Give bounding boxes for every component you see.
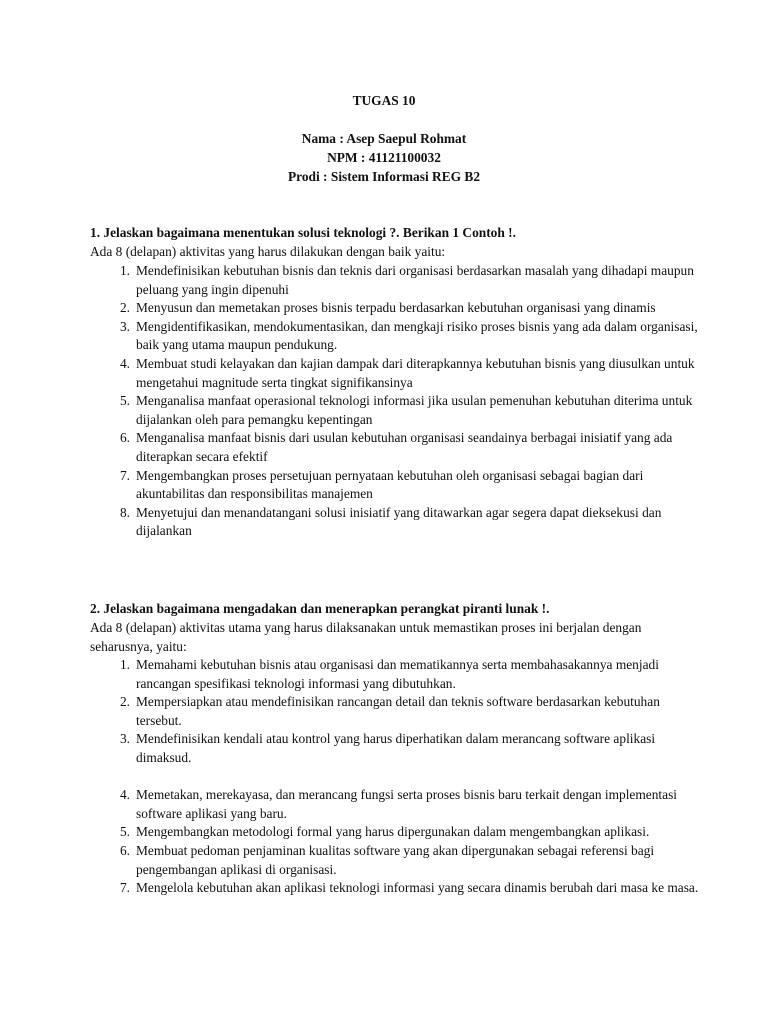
list-text: Menyetujui dan menandatangani solusi inisiatif yang ditawarkan agar segera dapat dieksekusi dan dijalankan bbox=[136, 504, 662, 539]
list-text: Memetakan, merekayasa, dan merancang fungsi serta proses bisnis baru terkait dengan implementasi software aplikasi yang baru. bbox=[136, 787, 678, 821]
list-number: 2. bbox=[119, 300, 130, 316]
student-name: Nama : Asep Saepul Rohmat bbox=[301, 131, 467, 146]
list-item bbox=[90, 392, 700, 429]
list-item bbox=[90, 467, 700, 504]
list-number: 2. bbox=[119, 694, 130, 710]
list-number: 8. bbox=[119, 504, 130, 520]
list-item bbox=[90, 262, 700, 299]
list-number: 7. bbox=[119, 880, 130, 896]
list-number: 6. bbox=[119, 430, 130, 446]
list-number: 7. bbox=[119, 467, 130, 483]
answer-2-list bbox=[90, 656, 700, 898]
list-text: Menganalisa manfaat operasional teknologi informasi jika usulan pemenuhan kebutuhan diterima untuk dijalankan oleh para pemangku kepentingan bbox=[136, 393, 693, 427]
question-1-heading: 1. Jelaskan bagaimana menentukan solusi teknologi ?. Berikan 1 Contoh !. bbox=[90, 225, 516, 240]
list-item bbox=[90, 318, 700, 355]
list-item bbox=[90, 299, 700, 318]
list-text: Mengidentifikasikan, mendokumentasikan, dan mengkaji risiko proses bisnis yang ada dalam organisasi, baik yang utama maupun pendukung. bbox=[136, 318, 698, 353]
list-text: Menganalisa manfaat bisnis dari usulan kebutuhan organisasi seandainya berbagai inisiatif yang ada diterapkan secara efektif bbox=[136, 430, 673, 464]
document-title: TUGAS 10 bbox=[352, 93, 416, 108]
question-1-intro: Ada 8 (delapan) aktivitas yang harus dilakukan dengan baik yaitu: bbox=[90, 244, 446, 259]
list-item bbox=[90, 879, 700, 898]
list-text: Mendefinisikan kebutuhan bisnis dan teknis dari organisasi berdasarkan masalah yang dihadapi maupun peluang yang ingin dipenuhi bbox=[136, 263, 694, 297]
list-item bbox=[90, 429, 700, 466]
student-npm: NPM : 41121100032 bbox=[327, 150, 441, 165]
list-text: Mengembangkan proses persetujuan pernyataan kebutuhan oleh organisasi sebagai bagian dari akuntabilitas dan responsibilitas manajemen bbox=[136, 467, 644, 502]
list-number: 4. bbox=[119, 787, 130, 803]
list-item bbox=[90, 693, 700, 730]
student-prodi: Prodi : Sistem Informasi REG B2 bbox=[287, 169, 481, 184]
list-text: Mempersiapkan atau mendefinisikan rancangan detail dan teknis software berdasarkan kebutuhan tersebut. bbox=[136, 694, 660, 728]
question-2-heading: 2. Jelaskan bagaimana mengadakan dan menerapkan perangkat piranti lunak !. bbox=[90, 601, 550, 616]
list-item bbox=[90, 786, 700, 823]
list-item bbox=[90, 730, 700, 767]
list-number: 5. bbox=[119, 824, 130, 840]
list-item bbox=[90, 504, 700, 541]
list-item bbox=[90, 842, 700, 879]
list-text: Mengembangkan metodologi formal yang harus dipergunakan dalam mengembangkan aplikasi. bbox=[136, 824, 650, 840]
list-text: Membuat studi kelayakan dan kajian dampak dari diterapkannya kebutuhan bisnis yang diusulkan untuk mengetahui magnitude serta tingkat signifikansinya bbox=[136, 355, 695, 390]
list-item bbox=[90, 656, 700, 693]
list-number: 5. bbox=[119, 393, 130, 409]
list-number: 1. bbox=[119, 657, 130, 672]
list-number: 3. bbox=[119, 731, 130, 747]
list-text: Mengelola kebutuhan akan aplikasi teknologi informasi yang secara dinamis berubah dari masa ke masa. bbox=[136, 880, 699, 896]
list-text: Membuat pedoman penjaminan kualitas software yang akan dipergunakan sebagai referensi bagi pengembangan aplikasi di organisasi. bbox=[136, 842, 655, 877]
list-number: 1. bbox=[119, 263, 130, 278]
list-text: Mendefinisikan kendali atau kontrol yang harus diperhatikan dalam merancang software aplikasi dimaksud. bbox=[136, 731, 656, 765]
list-item bbox=[90, 355, 700, 392]
list-number: 4. bbox=[119, 355, 130, 371]
list-text: Memahami kebutuhan bisnis atau organisasi dan mematikannya serta membahasakannya menjadi rancangan spesifikasi teknologi informasi yang dibutuhkan. bbox=[136, 657, 659, 691]
list-text: Menyusun dan memetakan proses bisnis terpadu berdasarkan kebutuhan organisasi yang dinamis bbox=[136, 300, 656, 316]
list-number: 3. bbox=[119, 318, 130, 334]
question-2-intro: Ada 8 (delapan) aktivitas utama yang harus dilaksanakan untuk memastikan proses ini berjalan dengan seharusnya, yaitu: bbox=[90, 620, 642, 654]
list-item bbox=[90, 823, 700, 842]
list-number: 6. bbox=[119, 842, 130, 858]
answer-1-list bbox=[90, 262, 700, 541]
